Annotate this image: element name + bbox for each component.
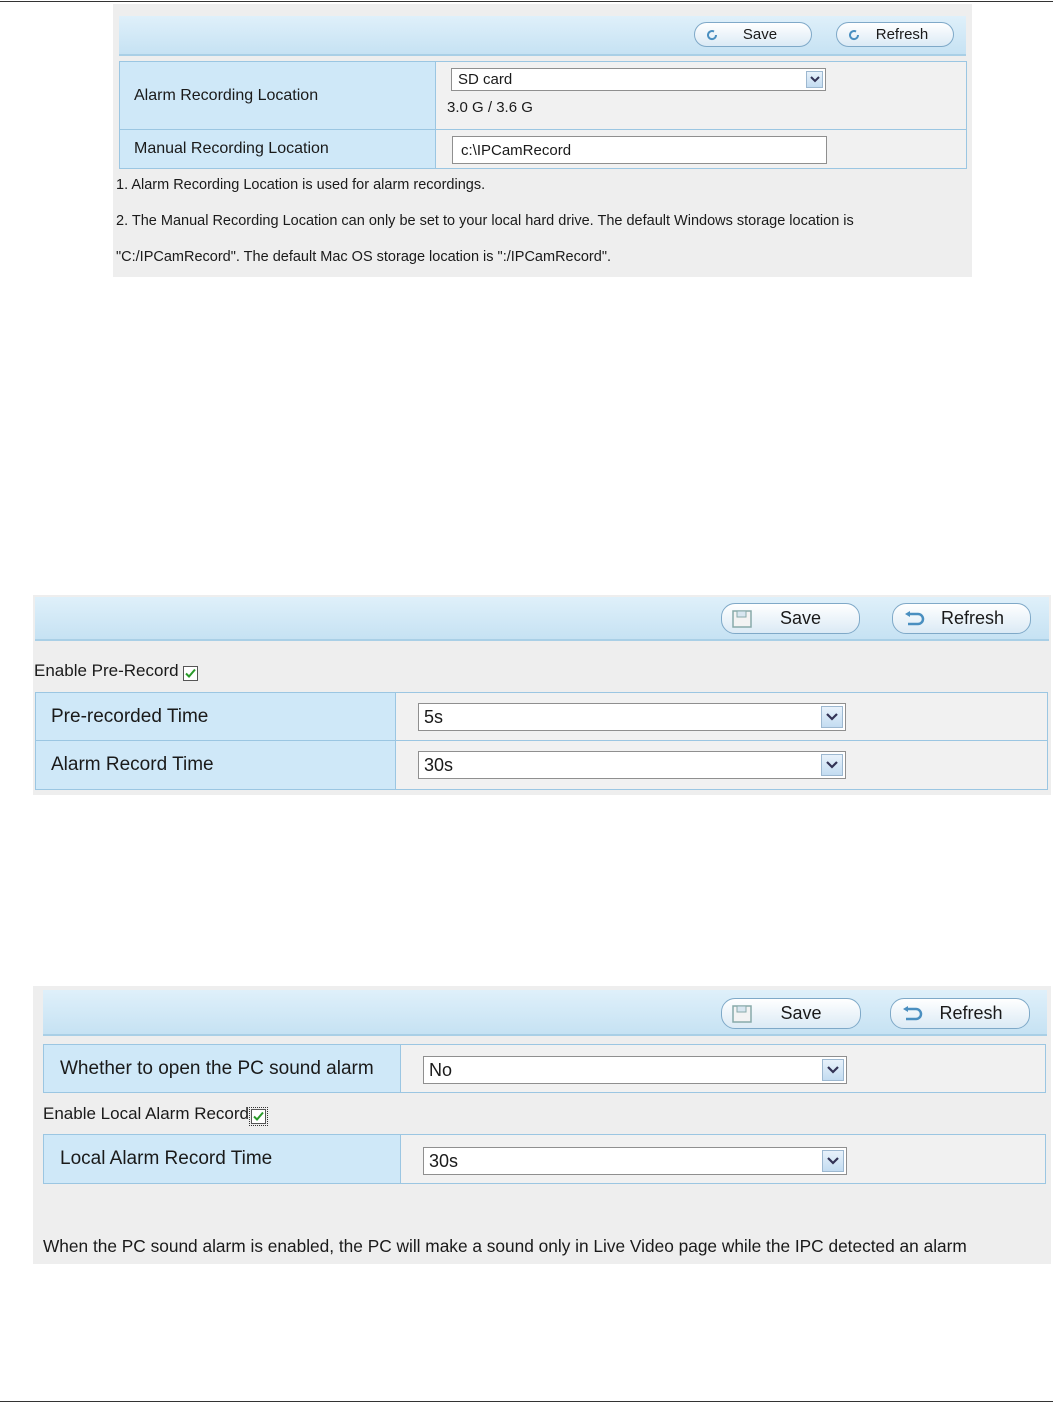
pc-sound-alarm-select[interactable]: No bbox=[423, 1056, 847, 1084]
alarm-location-label: Alarm Recording Location bbox=[120, 62, 436, 129]
manual-location-input[interactable]: c:\IPCamRecord bbox=[452, 136, 827, 164]
manual-location-value-cell bbox=[436, 130, 966, 168]
prerecorded-time-label: Pre-recorded Time bbox=[36, 693, 396, 740]
save-button-label: Save bbox=[780, 1003, 822, 1023]
pc-sound-alarm-value-cell bbox=[401, 1045, 1045, 1092]
chevron-down-icon bbox=[821, 706, 843, 728]
alarm-location-row bbox=[120, 62, 966, 130]
bottom-rule bbox=[0, 1401, 1053, 1402]
alarm-record-time-label: Alarm Record Time bbox=[36, 741, 396, 789]
chevron-down-icon bbox=[822, 1059, 844, 1081]
alarm-record-time-value-cell bbox=[396, 741, 1047, 789]
refresh-button[interactable] bbox=[890, 998, 1030, 1029]
toolbar bbox=[35, 597, 1049, 641]
floppy-disk-icon bbox=[732, 610, 752, 628]
toolbar bbox=[43, 990, 1047, 1036]
local-alarm-time-table bbox=[43, 1134, 1046, 1184]
local-alarm-time-value-cell bbox=[401, 1135, 1045, 1183]
refresh-button[interactable] bbox=[836, 22, 954, 47]
storage-usage: 3.0 G / 3.6 G bbox=[447, 99, 533, 116]
local-alarm-time-select[interactable]: 30s bbox=[423, 1147, 847, 1175]
manual-location-label: Manual Recording Location bbox=[120, 130, 436, 168]
note-line-3: "C:/IPCamRecord". The default Mac OS storage location is ":/IPCamRecord". bbox=[116, 249, 611, 265]
chevron-down-icon bbox=[821, 754, 843, 776]
enable-local-alarm-record: Enable Local Alarm Record bbox=[43, 1103, 266, 1124]
local-alarm-panel bbox=[33, 986, 1051, 1264]
floppy-disk-icon bbox=[732, 1005, 752, 1023]
prerecorded-time-value-cell bbox=[396, 693, 1047, 740]
pre-record-panel bbox=[33, 595, 1051, 795]
alarm-record-time-select[interactable]: 30s bbox=[418, 751, 846, 779]
save-button[interactable] bbox=[694, 22, 812, 47]
save-icon bbox=[705, 28, 719, 42]
checkmark-icon bbox=[252, 1110, 265, 1123]
refresh-button-label: Refresh bbox=[940, 608, 1005, 628]
pc-sound-alarm-row bbox=[44, 1045, 1045, 1092]
pc-sound-alarm-label: Whether to open the PC sound alarm bbox=[44, 1045, 401, 1092]
enable-pre-record: Enable Pre-Record bbox=[34, 661, 198, 681]
refresh-button-label: Refresh bbox=[875, 26, 929, 43]
save-button[interactable] bbox=[721, 603, 860, 634]
toolbar bbox=[119, 16, 966, 56]
recording-location-table bbox=[119, 61, 967, 169]
prerecorded-time-select[interactable]: 5s bbox=[418, 703, 846, 731]
alarm-location-select[interactable]: SD card bbox=[451, 68, 826, 91]
refresh-icon bbox=[847, 28, 861, 42]
save-button-label: Save bbox=[779, 608, 822, 628]
pc-sound-alarm-table bbox=[43, 1044, 1046, 1093]
manual-location-row bbox=[120, 130, 966, 168]
pre-record-table bbox=[35, 692, 1048, 790]
note-line-1: 1. Alarm Recording Location is used for alarm recordings. bbox=[116, 177, 486, 193]
top-rule bbox=[0, 1, 1053, 2]
local-alarm-time-label: Local Alarm Record Time bbox=[44, 1135, 401, 1183]
recording-location-panel bbox=[113, 4, 972, 277]
enable-pre-record-checkbox[interactable] bbox=[183, 666, 198, 681]
alarm-location-value-cell bbox=[436, 62, 966, 129]
local-alarm-time-row bbox=[44, 1135, 1045, 1183]
prerecorded-time-row bbox=[36, 693, 1047, 741]
save-button[interactable] bbox=[721, 998, 861, 1029]
undo-arrow-icon bbox=[901, 1006, 923, 1022]
undo-arrow-icon bbox=[903, 611, 925, 627]
checkmark-icon bbox=[184, 667, 197, 680]
chevron-down-icon bbox=[822, 1150, 844, 1172]
enable-local-alarm-checkbox[interactable] bbox=[251, 1109, 266, 1124]
alarm-record-time-row bbox=[36, 741, 1047, 789]
refresh-button-label: Refresh bbox=[939, 1003, 1003, 1023]
chevron-down-icon bbox=[806, 71, 823, 88]
refresh-button[interactable] bbox=[892, 603, 1031, 634]
pc-sound-alarm-note: When the PC sound alarm is enabled, the PC will make a sound only in Live Video page while the IPC detected an alarm bbox=[43, 1236, 967, 1256]
save-button-label: Save bbox=[742, 26, 778, 43]
note-line-2: 2. The Manual Recording Location can only be set to your local hard drive. The default Windows storage location is bbox=[116, 213, 854, 229]
